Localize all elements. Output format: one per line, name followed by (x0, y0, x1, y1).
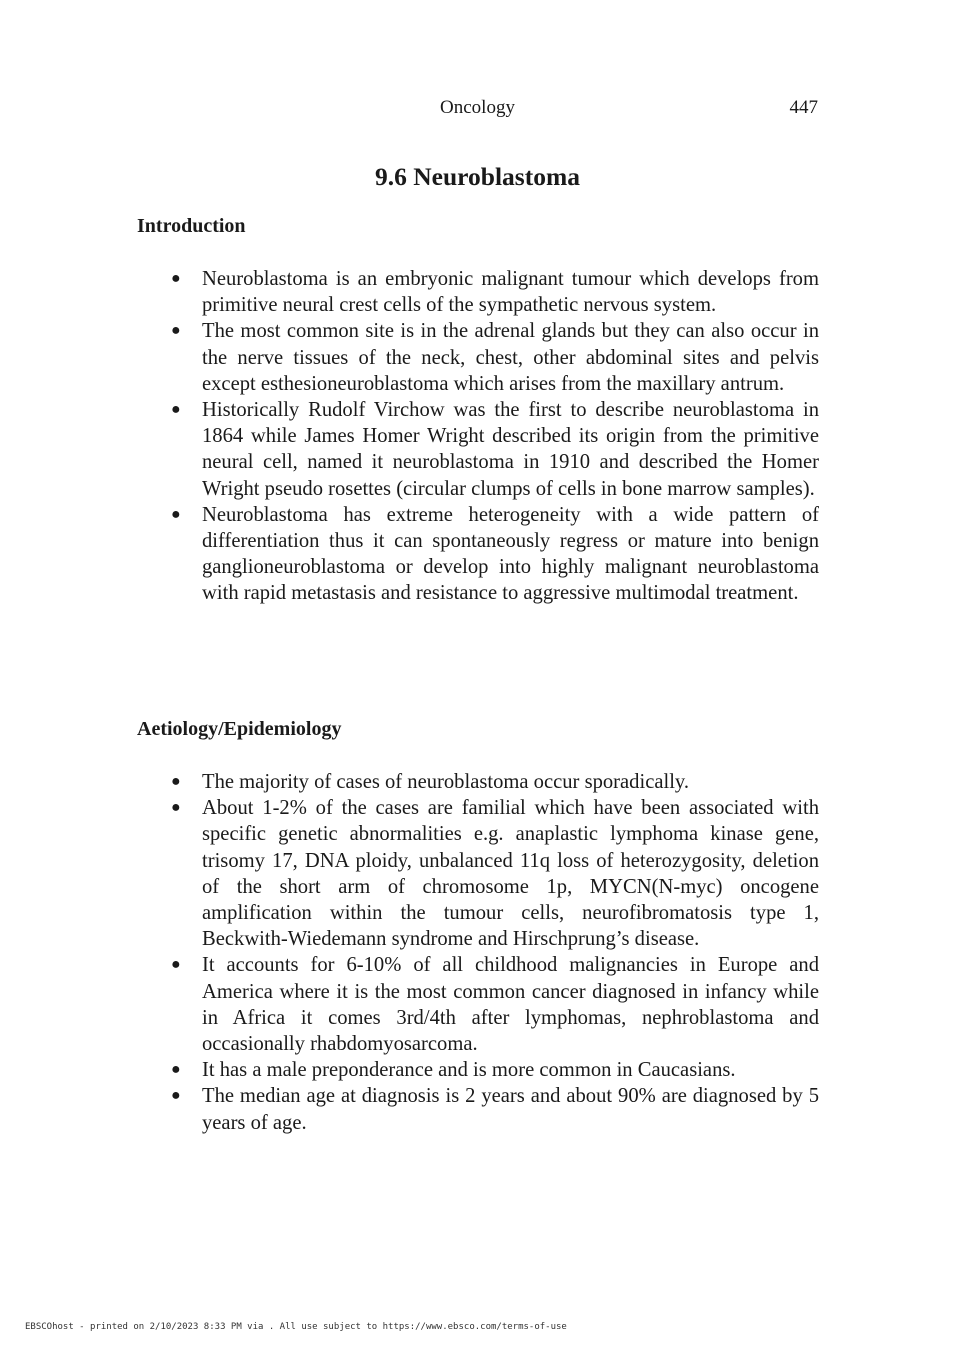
print-footer: EBSCOhost - printed on 2/10/2023 8:33 PM via . All use subject to https://www.ebsco.com/terms-of-use (25, 1322, 567, 1332)
list-item-text: It accounts for 6-10% of all childhood malignancies in Europe and America where it is the most common cancer diagnosed in infancy while in Africa it comes 3rd/4th after lymphomas, nephroblastoma and occasionally rhabdomyosarcoma. (202, 954, 819, 1056)
list-item-text: Historically Rudolf Virchow was the first to describe neuroblastoma in 1864 while James Homer Wright described its origin from the primitive neural cell, named it neuroblastoma in 1910 and described the Homer Wright pseudo rosettes (circular clumps of cells in bone marrow samples). (202, 399, 819, 500)
chapter-title: 9.6 Neuroblastoma (375, 162, 580, 191)
bullet-icon: ● (171, 505, 181, 523)
list-item (137, 952, 819, 1057)
bullet-icon: ● (171, 322, 181, 340)
section-heading: Introduction (137, 215, 246, 237)
bullet-icon: ● (171, 956, 181, 974)
bullet-icon: ● (171, 1087, 181, 1105)
section-heading: Aetiology/Epidemiology (137, 718, 342, 740)
bullet-icon: ● (171, 270, 181, 287)
section-aetiology-epidemiology (137, 716, 819, 1136)
list-item (137, 1083, 819, 1135)
bullet-icon: ● (171, 799, 181, 817)
list-item (137, 318, 819, 397)
list-item-text: Neuroblastoma is an embryonic malignant tumour which develops from primitive neural crest cells of the sympathetic nervous system. (202, 268, 819, 317)
list-item-text: The majority of cases of neuroblastoma occur sporadically. (202, 771, 690, 793)
list-item-text: Neuroblastoma has extreme heterogeneity with a wide pattern of differentiation thus it can spontaneously regress or mature into benign ganglioneuroblastoma or develop into highly malignant neuroblastoma with rapid metastasis and resistance to aggressive multimodal treatment. (202, 503, 819, 605)
bullet-list (137, 769, 819, 1136)
list-item (137, 502, 819, 607)
bullet-icon: ● (171, 1061, 181, 1079)
list-item-text: The median age at diagnosis is 2 years and about 90% are diagnosed by 5 years of age. (202, 1085, 819, 1134)
list-item-text: The most common site is in the adrenal glands but they can also occur in the nerve tissues of the neck, chest, other abdominal sites and pelvis except esthesioneuroblastoma which arises from the maxillary antrum. (202, 320, 819, 395)
bullet-icon: ● (171, 773, 181, 790)
list-item-text: It has a male preponderance and is more common in Caucasians. (202, 1059, 736, 1082)
running-title: Oncology (440, 97, 515, 118)
list-item (137, 266, 819, 318)
section-introduction (137, 213, 819, 607)
list-item-text: About 1-2% of the cases are familial which have been associated with specific genetic abnormalities e.g. anaplastic lymphoma kinase gene, trisomy 17, DNA ploidy, unbalanced 11q loss of heterozygosity, deletion of the short arm of chromosome 1p, MYCN(N-myc) oncogene amplification within the tumour cells, neurofibromatosis type 1, Beckwith-Wiedemann syndrome and Hirschprung’s disease. (202, 797, 819, 951)
list-item (137, 397, 819, 502)
bullet-list (137, 266, 819, 607)
running-header (0, 97, 955, 121)
list-item (137, 795, 819, 952)
page-number: 447 (789, 97, 818, 118)
list-item (137, 769, 819, 795)
bullet-icon: ● (171, 401, 181, 419)
list-item (137, 1057, 819, 1083)
